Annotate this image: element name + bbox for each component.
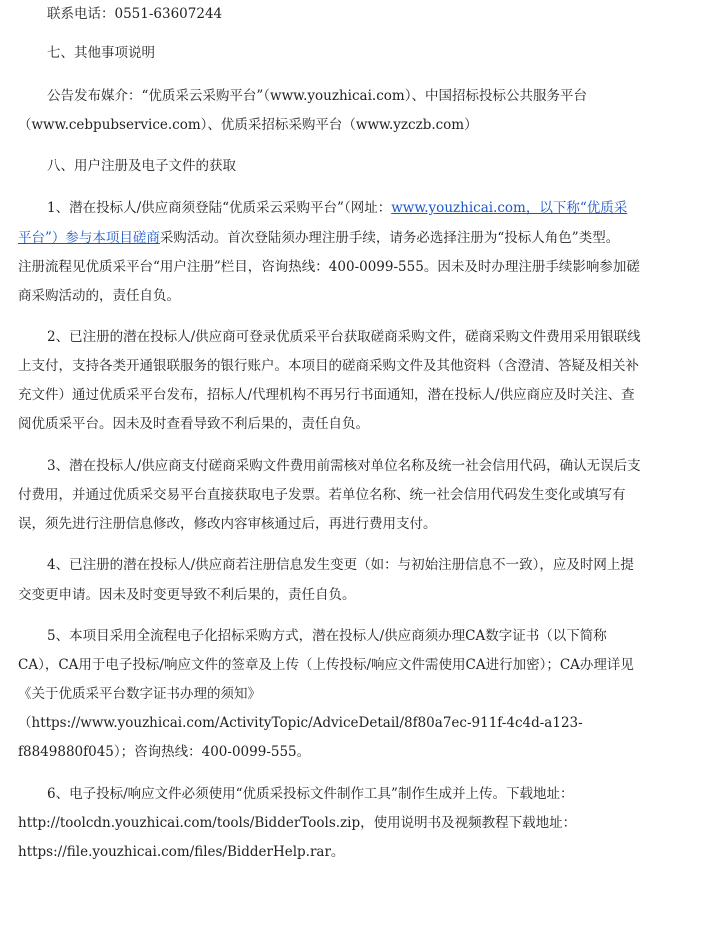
item3-line3: 误，须先进行注册信息修改，修改内容审核通过后，再进行费用支付。 — [18, 516, 437, 532]
item5-line2: CA），CA用于电子投标/响应文件的签章及上传（上传投标/响应文件需使用CA进行加密）；CA办理详见 — [18, 657, 634, 673]
item2-line2: 上支付，支持各类开通银联服务的银行账户。本项目的磋商采购文件及其他资料（含澄清、答疑及相关补 — [18, 358, 639, 374]
item4-line1: 4、已注册的潜在投标人/供应商若注册信息发生变更（如：与初始注册信息不一致），应及时网上提 — [47, 557, 634, 573]
item1-line2-suffix: 采购活动。首次登陆须办理注册手续，请务必选择注册为“投标人角色”类型。 — [159, 230, 620, 246]
item5-line4: （https://www.youzhicai.com/ActivityTopic/AdviceDetail/8f80a7ec-911f-4c4d-a123- — [18, 715, 583, 731]
item1-line3: 注册流程见优质采平台“用户注册”栏目，咨询热线：400-0099-555。因未及时办理注册手续影响参加磋 — [18, 259, 640, 275]
item6-line2: http://toolcdn.youzhicai.com/tools/BidderTools.zip，使用说明书及视频教程下载地址： — [18, 815, 577, 831]
media-line-2: （www.cebpubservice.com）、优质采招标采购平台（www.yzczb.com） — [18, 117, 478, 133]
contact-phone: 联系电话：0551-63607244 — [47, 6, 223, 22]
item2-line1: 2、已注册的潜在投标人/供应商可登录优质采平台获取磋商采购文件，磋商采购文件费用采用银联线 — [47, 329, 641, 345]
item1-line4: 商采购活动的，责任自负。 — [18, 288, 180, 304]
item6-line3: https://file.youzhicai.com/files/BidderHelp.rar。 — [18, 844, 345, 860]
item5-line5: f8849880f045）；咨询热线：400-0099-555。 — [18, 744, 311, 760]
youzhicai-link[interactable]: www.youzhicai.com，以下称“优质采 — [391, 200, 628, 216]
youzhicai-link-continued[interactable]: 平台”）参与本项目磋商 — [18, 230, 160, 246]
item1-line2 — [18, 228, 619, 248]
item2-line3: 充文件）通过优质采平台发布，招标人/代理机构不再另行书面通知，潜在投标人/供应商应及时关注、查 — [18, 387, 635, 403]
item4-line2: 交变更申请。因未及时变更导致不利后果的，责任自负。 — [18, 587, 356, 603]
item2-line4: 阅优质采平台。因未及时查看导致不利后果的，责任自负。 — [18, 416, 369, 432]
item3-line2: 付费用，并通过优质采交易平台直接获取电子发票。若单位名称、统一社会信用代码发生变化或填写有 — [18, 487, 626, 503]
item6-line1: 6、电子投标/响应文件必须使用“优质采投标文件制作工具”制作生成并上传。下载地址： — [47, 786, 574, 802]
item5-line3: 《关于优质采平台数字证书办理的须知》 — [18, 686, 261, 702]
media-line-1: 公告发布媒介：“优质采云采购平台”（www.youzhicai.com）、中国招标投标公共服务平台 — [47, 88, 587, 104]
item3-line1: 3、潜在投标人/供应商支付磋商采购文件费用前需核对单位名称及统一社会信用代码，确认无误后支 — [47, 458, 641, 474]
section-7-heading: 七、其他事项说明 — [47, 45, 155, 61]
item1-line1 — [47, 198, 627, 218]
section-8-heading: 八、用户注册及电子文件的获取 — [47, 158, 236, 174]
item1-line1-prefix: 1、潜在投标人/供应商须登陆“优质采云采购平台”（网址： — [47, 200, 392, 216]
item5-line1: 5、本项目采用全流程电子化招标采购方式，潜在投标人/供应商须办理CA数字证书（以下简称 — [47, 628, 607, 644]
